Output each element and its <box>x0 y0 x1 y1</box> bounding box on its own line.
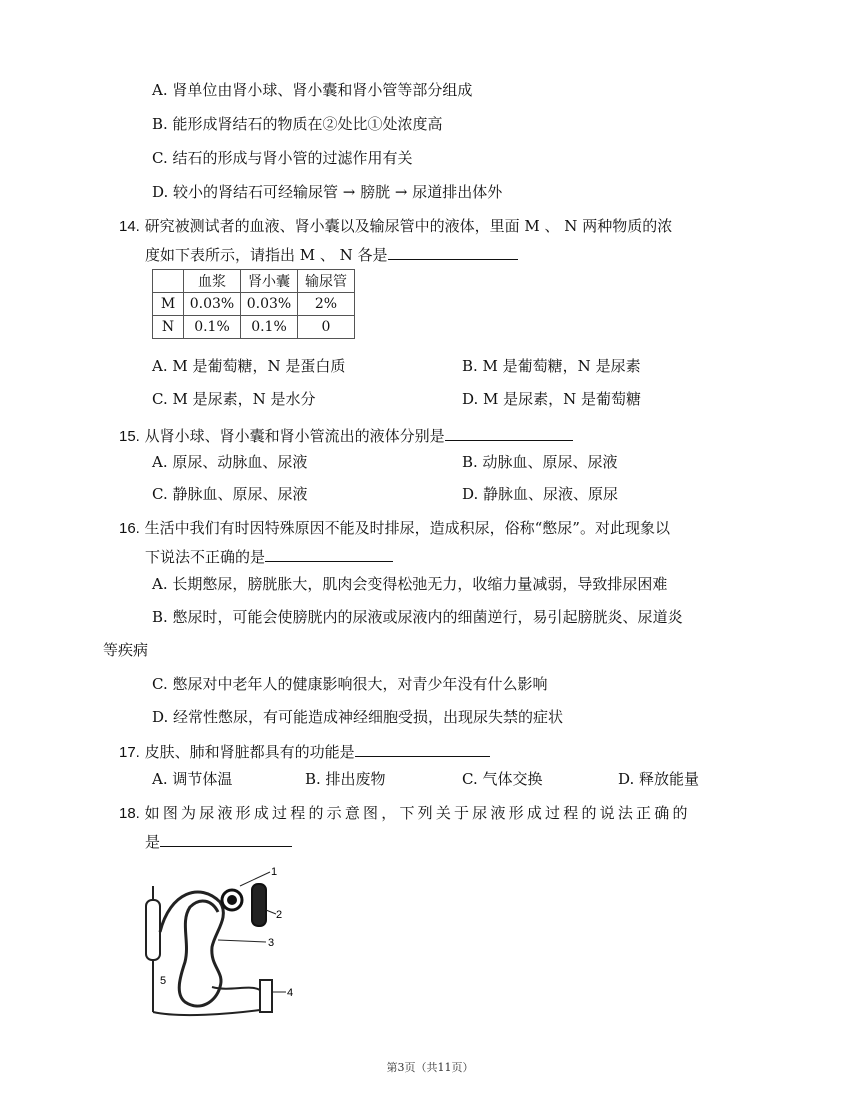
diagram-label-2: 2 <box>276 909 283 921</box>
table-cell: 0.1% <box>184 316 241 339</box>
table-cell: 0.1% <box>241 316 298 339</box>
q15-option-c: C. 静脉血、原尿、尿液 <box>152 485 308 503</box>
diagram-vessel-5 <box>146 900 160 960</box>
q16-stem-line1 <box>119 518 670 539</box>
table-cell: 0 <box>298 316 355 339</box>
q16-option-d: D. 经常性憋尿，有可能造成神经细胞受损，出现尿失禁的症状 <box>152 708 564 726</box>
table-cell: 2% <box>298 293 355 316</box>
q14-table <box>152 269 355 339</box>
diagram-label-5: 5 <box>160 975 167 987</box>
table-cell: N <box>153 316 184 339</box>
q13-option-d: D. 较小的肾结石可经输尿管 → 膀胱 → 尿道排出体外 <box>152 183 503 201</box>
q14-stem-line1 <box>119 216 672 237</box>
q17-stem-text: 皮肤、肺和肾脏都具有的功能是 <box>144 743 355 761</box>
q18-stem-text: 如图为尿液形成过程的示意图，下列关于尿液形成过程的说法正确的 <box>144 804 691 822</box>
diagram-label-1: 1 <box>271 866 278 878</box>
q17-stem <box>119 740 490 763</box>
q16-stem-text: 生活中我们有时因特殊原因不能及时排尿，造成积尿，俗称“憋尿”。对此现象以 <box>144 519 670 537</box>
q15-option-d: D. 静脉血、尿液、原尿 <box>462 485 619 503</box>
q18-stem-text2: 是 <box>145 833 161 851</box>
q16-number: 16. <box>119 520 140 537</box>
q14-stem-text2: 度如下表所示，请指出 M 、 N 各是 <box>145 246 388 264</box>
q15-answer-blank[interactable] <box>445 424 573 441</box>
diagram-duct-4 <box>260 980 272 1012</box>
page-footer: 第3页（共11页） <box>386 1061 474 1074</box>
table-row <box>153 293 355 316</box>
table-cell: 0.03% <box>184 293 241 316</box>
q17-option-b: B. 排出废物 <box>305 770 386 788</box>
q15-number: 15. <box>119 428 140 445</box>
table-row <box>153 316 355 339</box>
table-header: 肾小囊 <box>241 270 298 293</box>
table-cell <box>153 270 184 293</box>
q14-option-b: B. M 是葡萄糖，N 是尿素 <box>462 357 641 375</box>
table-header: 血浆 <box>184 270 241 293</box>
diagram-label-3: 3 <box>268 937 275 949</box>
q16-option-b-line2: 等疾病 <box>103 641 149 659</box>
q14-option-c: C. M 是尿素，N 是水分 <box>152 390 316 408</box>
q17-option-a: A. 调节体温 <box>152 770 233 788</box>
table-cell: 0.03% <box>241 293 298 316</box>
q17-option-c: C. 气体交换 <box>462 770 543 788</box>
diagram-vessel-2 <box>252 884 266 926</box>
table-header: 输尿管 <box>298 270 355 293</box>
q17-answer-blank[interactable] <box>355 740 490 757</box>
q15-option-a: A. 原尿、动脉血、尿液 <box>152 453 308 471</box>
q14-stem-text: 研究被测试者的血液、肾小囊以及输尿管中的液体，里面 M 、 N 两种物质的浓 <box>144 217 673 235</box>
diagram-label-4: 4 <box>287 987 294 999</box>
q16-answer-blank[interactable] <box>265 545 393 562</box>
q16-stem-text2: 下说法不正确的是 <box>145 548 266 566</box>
q14-option-d: D. M 是尿素，N 是葡萄糖 <box>462 390 642 408</box>
diagram-tubule <box>160 892 223 1006</box>
q14-stem-line2 <box>145 243 518 265</box>
nephron-diagram <box>140 862 300 1022</box>
q15-stem <box>119 424 573 447</box>
q15-option-b: B. 动脉血、原尿、尿液 <box>462 453 618 471</box>
q16-option-b-line1: B. 憋尿时，可能会使膀胱内的尿液或尿液内的细菌逆行，易引起膀胱炎、尿道炎 <box>152 608 683 626</box>
q18-answer-blank[interactable] <box>160 830 292 847</box>
q16-stem-line2 <box>145 545 393 567</box>
q15-stem-text: 从肾小球、肾小囊和肾小管流出的液体分别是 <box>144 427 445 445</box>
q14-option-a: A. M 是葡萄糖，N 是蛋白质 <box>152 357 346 375</box>
q16-option-c: C. 憋尿对中老年人的健康影响很大，对青少年没有什么影响 <box>152 675 548 693</box>
q13-option-b: B. 能形成肾结石的物质在②处比①处浓度高 <box>152 115 443 133</box>
q16-option-a: A. 长期憋尿，膀胱胀大，肌肉会变得松弛无力，收缩力量减弱，导致排尿困难 <box>152 575 668 593</box>
q17-option-d: D. 释放能量 <box>618 770 700 788</box>
q14-number: 14. <box>119 218 140 235</box>
q18-stem-line2 <box>145 830 292 852</box>
q13-option-a: A. 肾单位由肾小球、肾小囊和肾小管等部分组成 <box>152 81 473 99</box>
table-header-row <box>153 270 355 293</box>
table-cell: M <box>153 293 184 316</box>
q17-number: 17. <box>119 744 140 761</box>
q18-stem-line1 <box>119 803 691 824</box>
q13-option-c: C. 结石的形成与肾小管的过滤作用有关 <box>152 149 413 167</box>
q18-number: 18. <box>119 805 140 822</box>
q14-answer-blank[interactable] <box>388 243 518 260</box>
